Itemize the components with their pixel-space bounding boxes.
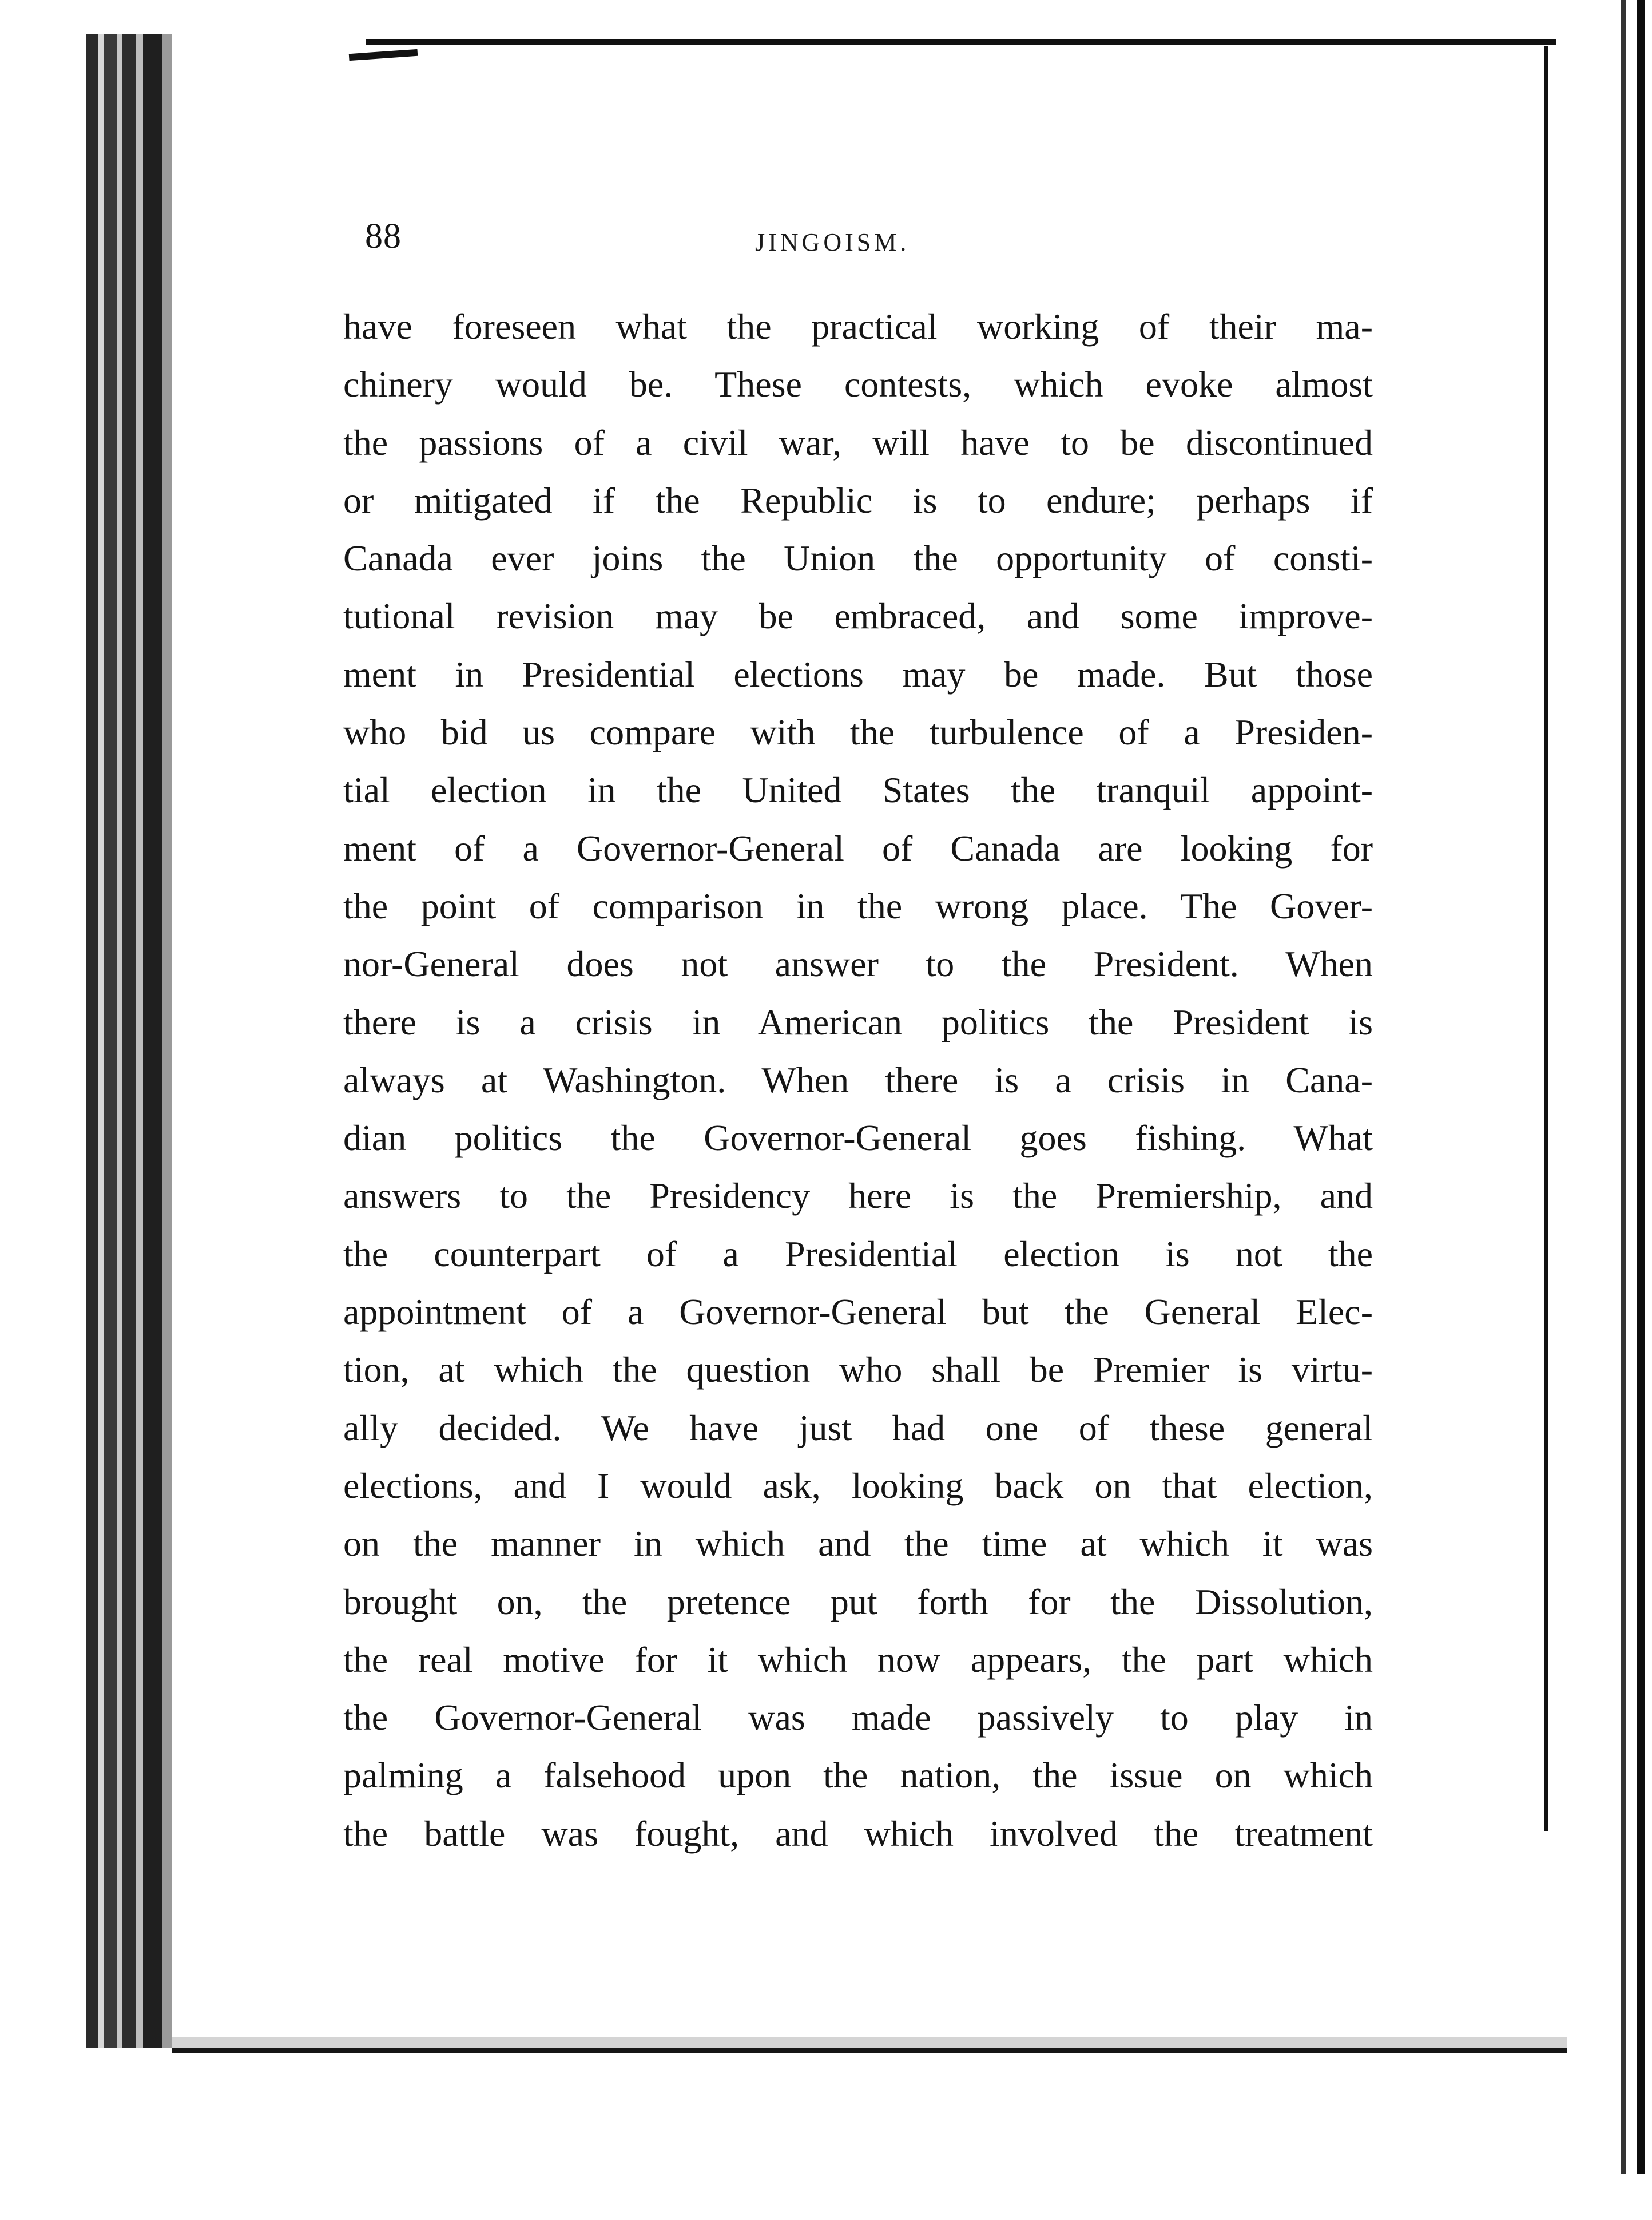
text-line: tion, at which the question who shall be Premier is virtu- [343, 1349, 1373, 1390]
bottom-border-rule [172, 2048, 1567, 2053]
text-line: ally decided. We have just had one of these general [343, 1407, 1373, 1448]
page-edge-strip [117, 34, 122, 2048]
text-line: tial election in the United States the tranquil appoint- [343, 770, 1373, 811]
top-border-rule [366, 39, 1556, 45]
text-line: have foreseen what the practical working of their ma- [343, 306, 1373, 347]
text-line: palming a falsehood upon the nation, the issue on which [343, 1755, 1373, 1796]
text-line: Canada ever joins the Union the opportunity of consti- [343, 538, 1373, 579]
text-line: nor-General does not answer to the President. When [343, 944, 1373, 985]
top-border-mark [349, 49, 418, 61]
body-text [343, 298, 1373, 1862]
text-line: tutional revision may be embraced, and some improve- [343, 596, 1373, 637]
text-line: elections, and I would ask, looking back on that election, [343, 1465, 1373, 1506]
text-line: answers to the Presidency here is the Premiership, and [343, 1175, 1373, 1216]
page-edge-strip [104, 34, 117, 2048]
text-line: the battle was fought, and which involved the treatment [343, 1813, 1373, 1854]
text-line: the real motive for it which now appears, the part which [343, 1639, 1373, 1680]
text-line: ment of a Governor-General of Canada are looking for [343, 827, 1373, 869]
text-line: or mitigated if the Republic is to endure; perhaps if [343, 479, 1373, 521]
page-edge-strip [122, 34, 136, 2048]
text-line: appointment of a Governor-General but the General Elec- [343, 1291, 1373, 1333]
page-number: 88 [365, 217, 402, 256]
right-border-rule [1544, 46, 1548, 1831]
text-line: the counterpart of a Presidential election is not the [343, 1233, 1373, 1274]
page-edge-strip [98, 34, 104, 2048]
text-line: chinery would be. These contests, which evoke almost [343, 364, 1373, 405]
running-head: JINGOISM. [755, 228, 910, 256]
right-frame-rule [1621, 0, 1626, 2174]
text-line: ment in Presidential elections may be made. But those [343, 653, 1373, 695]
text-line: on the manner in which and the time at which it was [343, 1523, 1373, 1564]
text-line: the passions of a civil war, will have to be discontinued [343, 422, 1373, 463]
text-line: dian politics the Governor-General goes fishing. What [343, 1117, 1373, 1159]
page-edge-strip [162, 34, 172, 2048]
text-line: brought on, the pretence put forth for the Dissolution, [343, 1581, 1373, 1622]
text-line: always at Washington. When there is a crisis in Cana- [343, 1059, 1373, 1100]
text-line: who bid us compare with the turbulence of a Presiden- [343, 712, 1373, 753]
right-frame-edge [1637, 0, 1645, 2174]
text-line: there is a crisis in American politics the President is [343, 1001, 1373, 1042]
text-line: the point of comparison in the wrong place. The Gover- [343, 885, 1373, 926]
text-line: the Governor-General was made passively to play in [343, 1697, 1373, 1738]
page-edge-strip [136, 34, 143, 2048]
page-edge-strip [86, 34, 98, 2048]
page-edge-strip [143, 34, 162, 2048]
bottom-page-shadow [172, 2037, 1567, 2048]
